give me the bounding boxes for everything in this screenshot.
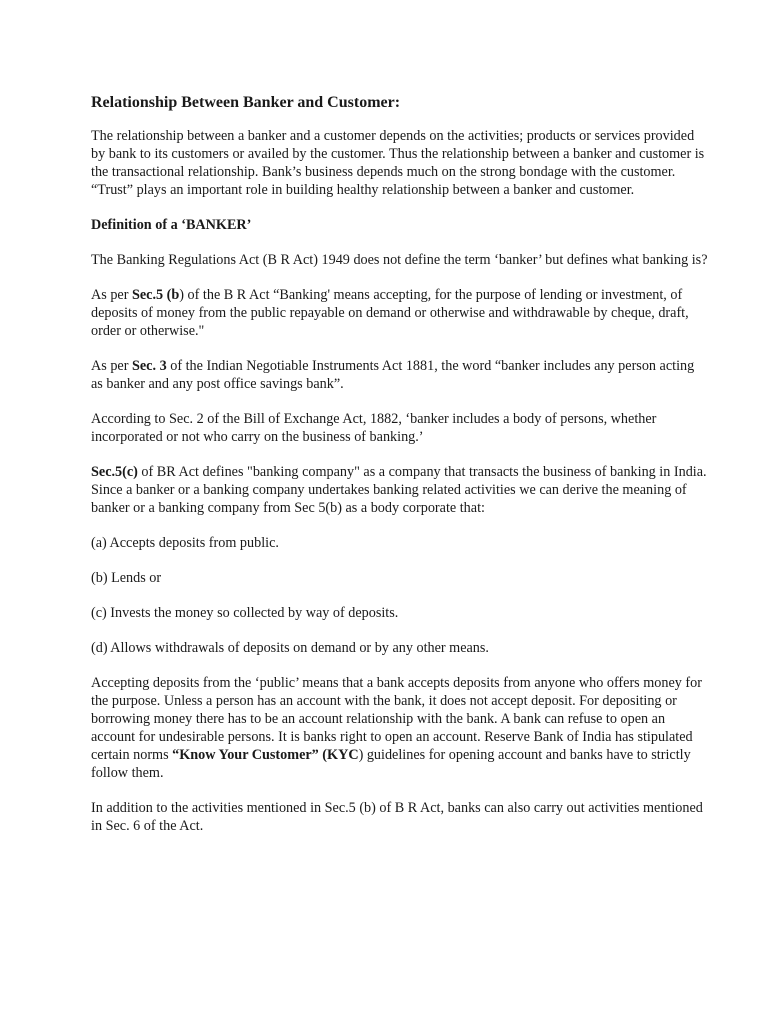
document-title: Relationship Between Banker and Customer: — [91, 94, 401, 111]
sec5c-text: of BR Act defines "banking company" as a company that transacts the business of banking in India. Since a banker or a banking company undertakes banking related activities we can derive the meaning of banker or a banking company from Sec 5(b) as a body corporate that: — [91, 464, 707, 516]
public-text: Accepting deposits from the ‘public’ means that a bank accepts deposits from anyone who offers money for the purpose. Unless a person has an account with the bank, it does not accept deposit. For depositing or borrowing money there has to be an account relationship with the bank. A bank can refuse to open an account for undesirable persons. It is banks right to open an account. Reserve Bank of India has stipulated certain norms — [91, 675, 702, 763]
br-act-paragraph: The Banking Regulations Act (B R Act) 1949 does not define the term ‘banker’ but defines what banking is? — [91, 252, 708, 268]
kyc-label: “Know Your Customer” (KYC — [172, 747, 359, 763]
sec3-text: of the Indian Negotiable Instruments Act 1881, the word “banker includes any person acting as banker and any post office savings bank”. — [91, 358, 695, 392]
sec3-label: Sec. 3 — [131, 358, 167, 374]
sec5c-paragraph — [91, 463, 708, 517]
definition-heading: Definition of a ‘BANKER’ — [91, 217, 252, 233]
public-paragraph — [91, 674, 708, 782]
sec5b-paragraph — [91, 286, 708, 340]
sec2-paragraph: According to Sec. 2 of the Bill of Exchange Act, 1882, ‘banker includes a body of persons, whether incorporated or not who carry on the business of banking.’ — [91, 411, 657, 445]
list-item: (c) Invests the money so collected by way of deposits. — [91, 605, 399, 621]
list-item: (a) Accepts deposits from public. — [91, 535, 279, 551]
list-item: (b) Lends or — [91, 570, 162, 586]
sec3-paragraph — [91, 357, 708, 393]
sec5b-label: Sec.5 (b — [131, 287, 180, 303]
intro-paragraph: The relationship between a banker and a customer depends on the activities; products or services provided by bank to its customers or availed by the customer. Thus the relationship between a banker and customer is the transactional relationship. Bank’s business depends much on the strong bondage with the customer. “Trust” plays an important role in building healthy relationship between a banker and customer. — [91, 128, 705, 198]
sec5b-prefix: As per — [91, 287, 132, 303]
sec5c-label: Sec.5(c) — [91, 464, 138, 480]
sec5b-text: ) of the B R Act “Banking' means accepting, for the purpose of lending or investment, of deposits of money from the public repayable on demand or otherwise and withdrawable by cheque, draft, order or otherwise." — [91, 287, 689, 339]
closing-paragraph: In addition to the activities mentioned in Sec.5 (b) of B R Act, banks can also carry out activities mentioned in Sec. 6 of the Act. — [91, 800, 703, 834]
list-item: (d) Allows withdrawals of deposits on demand or by any other means. — [91, 640, 489, 656]
public-text-after: ) guidelines for opening account and banks have to strictly follow them. — [91, 747, 691, 781]
sec3-prefix: As per — [91, 358, 132, 374]
